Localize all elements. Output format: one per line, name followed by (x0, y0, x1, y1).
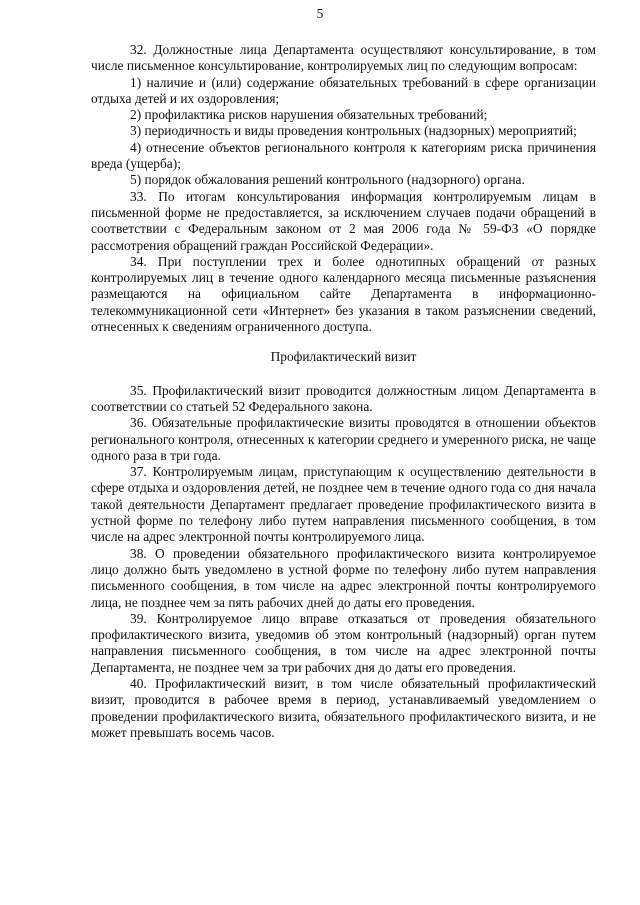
paragraph-33: 33. По итогам консультирования информация контролируемым лицам в письменной форме не предоставляется, за исключением случаев подачи обращений в соответствии с Федеральным законом от 2 мая 2006 года № 59-ФЗ «О порядке рассмотрения обращений граждан Российской Федерации». (91, 188, 596, 253)
paragraph-37: 37. Контролируемым лицам, приступающим к осуществлению деятельности в сфере отдыха и оздоровления детей, не позднее чем в течение одного года со дня начала такой деятельности Департамент предлагает проведение профилактического визита в устной форме по телефону либо путем направления письменного сообщения, в том числе на адрес электронной почты контролируемого лица. (91, 464, 596, 545)
paragraph-38: 38. О проведении обязательного профилактического визита контролируемое лицо должно быть уведомлено в устной форме по телефону либо путем направления письменного сообщения, в том числе на адрес электронной почты контролируемого лица, не позднее чем за пять рабочих дней до даты его проведения. (91, 545, 596, 610)
list-item-5: 5) порядок обжалования решений контрольного (надзорного) органа. (130, 172, 525, 188)
list-item-1: 1) наличие и (или) содержание обязательных требований в сфере организации отдыха детей и их оздоровления; (91, 74, 596, 106)
list-item-2: 2) профилактика рисков нарушения обязательных требований; (130, 107, 488, 123)
paragraph-32: 32. Должностные лица Департамента осуществляют консультирование, в том числе письменное консультирование, контролируемых лиц по следующим вопросам: (91, 42, 596, 74)
section-heading: Профилактический визит (270, 349, 417, 365)
paragraph-40: 40. Профилактический визит, в том числе обязательный профилактический визит, проводится в рабочее время в период, устанавливаемый уведомлением о проведении профилактического визита, обязательного профилактического визита, и не может превышать восемь часов. (91, 675, 596, 740)
paragraph-39: 39. Контролируемое лицо вправе отказаться от проведения обязательного профилактического визита, уведомив об этом контрольный (надзорный) орган путем направления письменного сообщения, в том числе на адрес электронной почты Департамента, не позднее чем за три рабочих дня до даты его проведения. (91, 610, 596, 675)
page-number: 5 (316, 6, 324, 21)
document-body (91, 42, 596, 741)
list-item-4: 4) отнесение объектов регионального контроля к категориям риска причинения вреда (ущерба); (91, 139, 596, 172)
paragraph-36: 36. Обязательные профилактические визиты проводятся в отношении объектов регионального контроля, отнесенных к категории среднего и умеренного риска, не чаще одного раза в три года. (91, 415, 596, 463)
list-item-3: 3) периодичность и виды проведения контрольных (надзорных) мероприятий; (130, 123, 577, 139)
paragraph-34: 34. При поступлении трех и более однотипных обращений от разных контролируемых лиц в течение одного календарного месяца письменные разъяснения размещаются на официальном сайте Департамента в информационно-телекоммуникационной сети «Интернет» без указания в таком разъяснении сведений, отнесенных к сведениям ограниченного доступа. (91, 253, 596, 335)
paragraph-35: 35. Профилактический визит проводится должностным лицом Департамента в соответствии со статьей 52 Федерального закона. (91, 382, 596, 414)
